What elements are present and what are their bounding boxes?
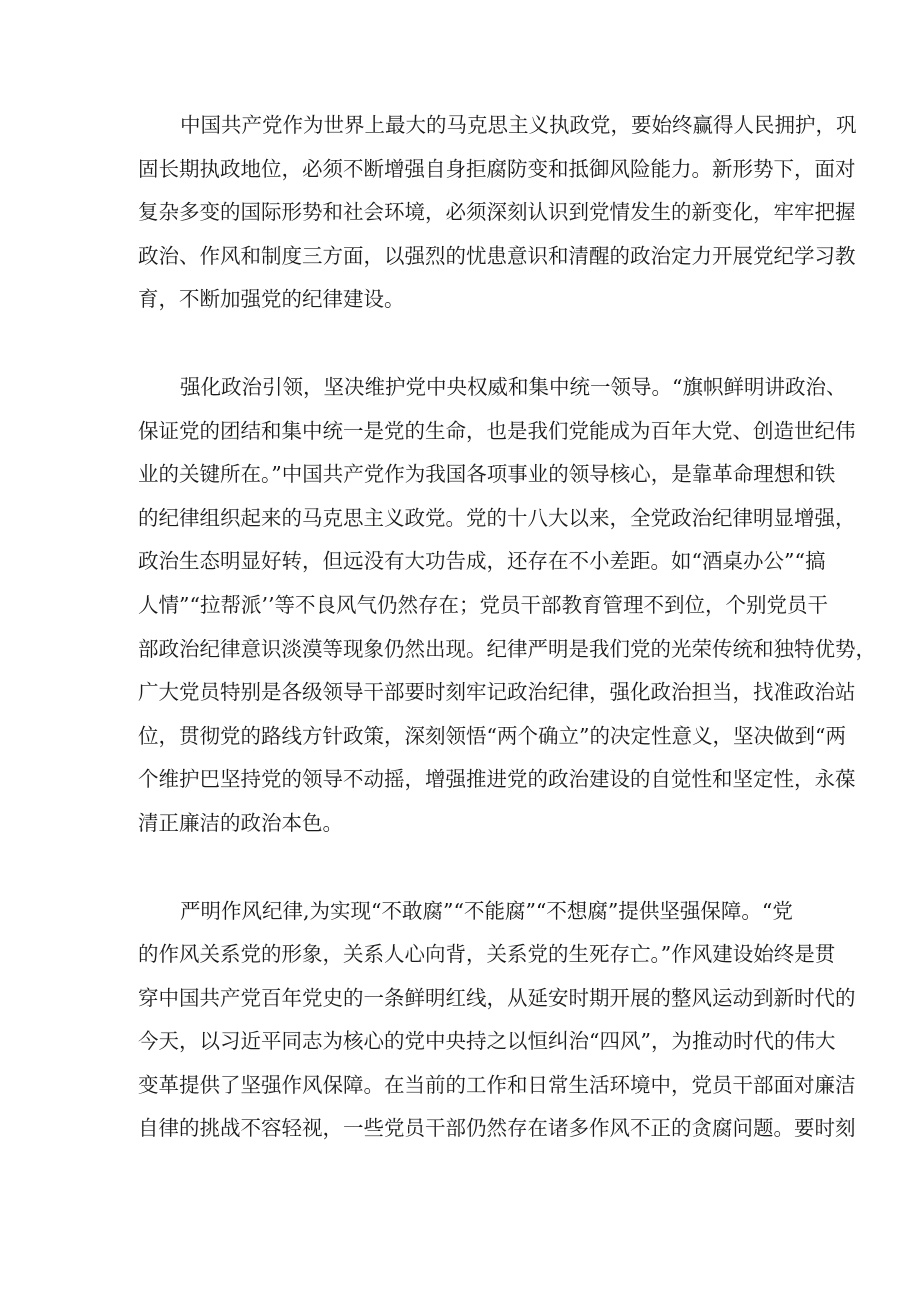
text-line: 广大党员特别是各级领导干部要时刻牢记政治纪律，强化政治担当，找准政治站 <box>138 680 856 705</box>
text-line: 人情”“拉帮派’’等不良风气仍然存在；党员干部教育管理不到位，个别党员干 <box>138 592 828 617</box>
paragraph-2 <box>138 366 876 846</box>
text-line: 严明作风纪律,为实现“不敢腐”“不能腐”“不想腐”提供坚强保障。“党 <box>180 898 793 923</box>
document-body <box>138 104 876 1151</box>
text-line: 复杂多变的国际形势和社会环境，必须深刻认识到党情发生的新变化，牢牢把握 <box>138 200 856 225</box>
text-line: 政治、作风和制度三方面，以强烈的忧患意识和清醒的政治定力开展党纪学习教 <box>138 243 856 268</box>
paragraph-3 <box>138 890 856 1152</box>
text-line: 育，不断加强党的纪律建设。 <box>138 287 405 312</box>
text-line: 的作风关系党的形象，关系人心向背，关系党的生死存亡。”作风建设始终是贯 <box>138 942 836 967</box>
text-line: 业的关键所在。”中国共产党作为我国各项事业的领导核心，是靠革命理想和铁 <box>138 462 836 487</box>
paragraph-1 <box>138 104 857 322</box>
text-line: 中国共产党作为世界上最大的马克思主义执政党，要始终赢得人民拥护，巩 <box>180 113 857 137</box>
text-line: 今天，以习近平同志为核心的党中央持之以恒纠治“四风”，为推动时代的伟大 <box>138 1029 836 1054</box>
text-line: 变革提供了坚强作风保障。在当前的工作和日常生活环境中，党员干部面对廉洁 <box>138 1072 856 1097</box>
text-line: 穿中国共产党百年党史的一条鲜明红线，从延安时期开展的整风运动到新时代的 <box>138 985 856 1010</box>
text-line: 部政治纪律意识淡漠等现象仍然出现。纪律严明是我们党的光荣传统和独特优势， <box>138 636 876 661</box>
text-line: 清正廉洁的政治本色。 <box>138 810 343 835</box>
text-line: 固长期执政地位，必须不断增强自身拒腐防变和抵御风险能力。新形势下，面对 <box>138 156 856 181</box>
text-line: 保证党的团结和集中统一是党的生命，也是我们党能成为百年大党、创造世纪伟 <box>138 418 856 443</box>
text-line: 政治生态明显好转，但远没有大功告成，还存在不小差距。如“酒桌办公”“搞 <box>138 549 826 574</box>
text-line: 自律的挑战不容轻视，一些党员干部仍然存在诸多作风不正的贪腐问题。要时刻 <box>138 1116 856 1141</box>
paragraph-spacer <box>138 846 798 890</box>
text-line: 强化政治引领，坚决维护党中央权威和集中统一领导。“旗帜鲜明讲政治、 <box>180 374 847 399</box>
text-line: 的纪律组织起来的马克思主义政党。党的十八大以来，全党政治纪律明显增强， <box>138 505 856 530</box>
text-line: 位，贯彻党的路线方针政策，深刻领悟“两个确立”的决定性意义，坚决做到“两 <box>138 723 846 748</box>
text-line: 个维护巴坚持党的领导不动摇，增强推进党的政治建设的自觉性和坚定性，永葆 <box>138 767 856 792</box>
paragraph-spacer <box>138 322 798 366</box>
